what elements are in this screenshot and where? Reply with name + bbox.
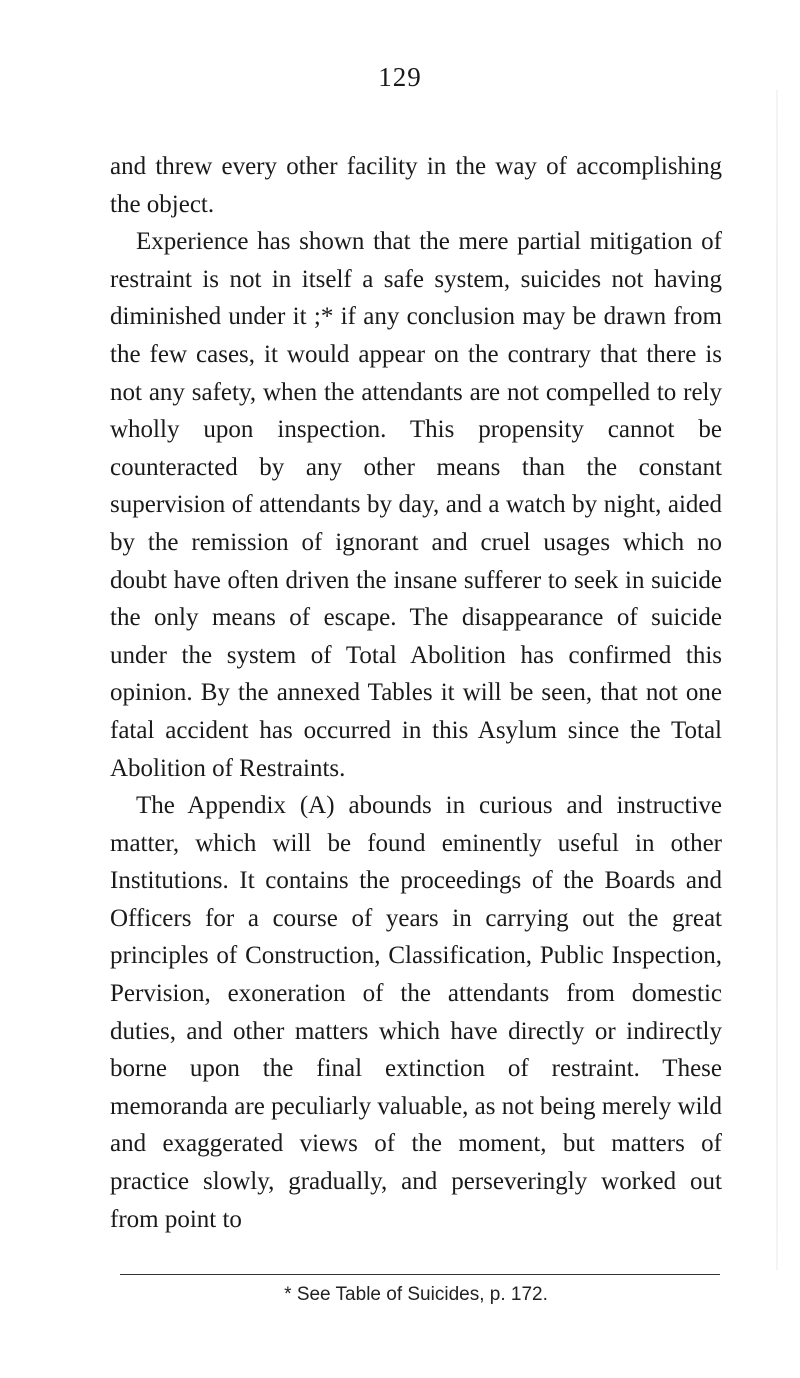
page-number: 129 [378, 62, 422, 92]
page-edge-shadow [776, 90, 778, 1270]
body-text [110, 148, 722, 1238]
paragraph-2: Experience has shown that the mere partial mitigation of restraint is not in itself a safe system, suicides not having diminished under it ;* if any conclusion may be drawn from the few cases, it would appear on the contrary that there is not any safety, when the attendants are not compelled to rely wholly upon inspection. This propensity cannot be counteracted by any other means than the constant supervision of attendants by day, and a watch by night, aided by the remission of ignorant and cruel usages which no doubt have often driven the insane sufferer to seek in suicide the only means of escape. The disappearance of suicide under the system of Total Abolition has confirmed this opinion. By the annexed Tables it will be seen, that not one fatal accident has occurred in this Asylum since the Total Abolition of Restraints. [110, 228, 722, 782]
footnote: * See Table of Suicides, p. 172. [284, 1284, 548, 1305]
paragraph-1: and threw every other facility in the way of accomplishing the object. [110, 153, 722, 218]
paragraph-3: The Appendix (A) abounds in curious and instructive matter, which will be found eminently useful in other Institutions. It contains the proceedings of the Boards and Officers for a course of years in carrying out the great principles of Construction, Classification, Public Inspection, Pervision, exoneration of the attendants from domestic duties, and other matters which have directly or indirectly borne upon the final extinction of restraint. These memoranda are peculiarly valuable, as not being merely wild and exaggerated views of the moment, but matters of practice slowly, gradually, and perseveringly worked out from point to [110, 792, 722, 1233]
footnote-divider [120, 1274, 720, 1275]
